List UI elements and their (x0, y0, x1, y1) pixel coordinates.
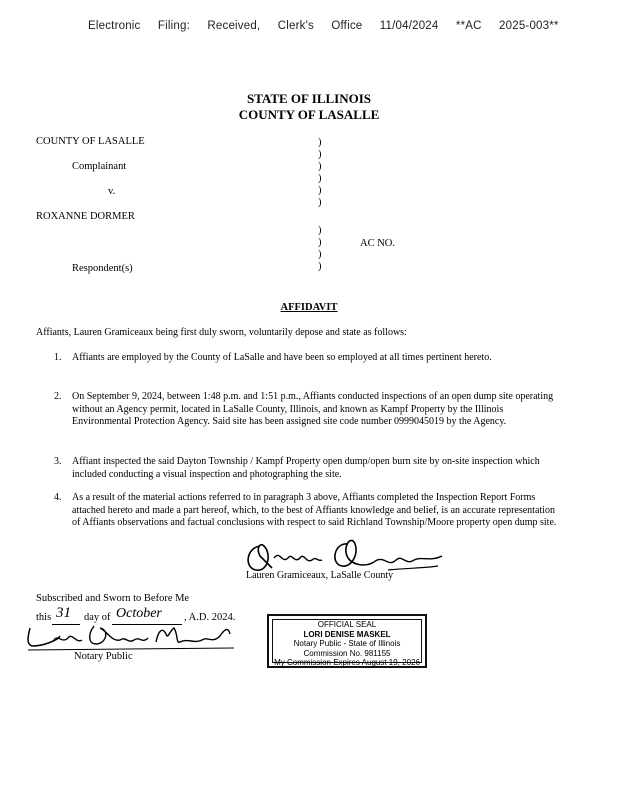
filing-header-part: 11/04/2024 (379, 20, 439, 32)
notary-day-value: 31 (56, 605, 71, 621)
notary-public-label: Notary Public (74, 651, 133, 662)
caption-case-number-label: AC NO. (360, 238, 396, 249)
caption-paren: ) (318, 161, 322, 172)
notary-signature (24, 622, 236, 652)
caption-paren: ) (318, 185, 322, 196)
caption-defendant: ROXANNE DORMER (36, 211, 135, 222)
filing-header-part: Clerk's (277, 20, 314, 32)
caption-paren: ) (318, 237, 322, 248)
caption-paren: ) (318, 249, 322, 260)
caption-paren: ) (318, 149, 322, 160)
affidavit-paragraph: Affiant inspected the said Dayton Township / Kampf Property open dump/open burn site by on-site inspection which included conducting a visual inspection and photographing the site. (72, 456, 540, 480)
paragraph-number: 1. (54, 352, 62, 363)
filing-header-part: Office (331, 20, 363, 32)
affidavit-intro: Affiants, Lauren Gramiceaux being first duly sworn, voluntarily depose and state as follows: (36, 327, 407, 338)
affidavit-paragraph: As a result of the material actions referred to in paragraph 3 above, Affiants completed the Inspection Report Forms attached hereto and made a part hereof, which, to the best of Affiants knowledge and belief, is an accurate representation of Affiants observations and factual conclusions with respect to said Richland Township/Moore property open dump site. (72, 492, 557, 528)
caption-paren: ) (318, 261, 322, 272)
document-title-county: COUNTY OF LASALLE (238, 107, 380, 122)
notary-year: , A.D. 2024. (184, 612, 236, 623)
affidavit-heading: AFFIDAVIT (280, 302, 338, 313)
caption-paren: ) (318, 197, 322, 208)
affiant-name: Lauren Gramiceaux, LaSalle County (246, 570, 394, 581)
filing-header-part: 2025-003** (499, 20, 559, 32)
notary-this: this (36, 612, 52, 623)
affidavit-paragraph: Affiants are employed by the County of LaSalle and have been so employed at all times pertinent hereto. (72, 352, 492, 363)
filing-header-part: Filing: (157, 20, 190, 32)
filing-header-part: Electronic (88, 20, 141, 32)
caption-respondent-label: Respondent(s) (72, 263, 133, 274)
filing-header-part: Received, (207, 20, 261, 32)
caption-versus: v. (108, 186, 116, 197)
seal-line: Notary Public - State of Illinois (293, 639, 401, 648)
seal-line: Commission No. 981155 (303, 648, 391, 658)
seal-line: LORI DENISE MASKEL (303, 629, 391, 639)
notary-seal (267, 614, 427, 668)
seal-line: My Commission Expires August 19, 2026 (274, 658, 420, 667)
subscribed-line: Subscribed and Sworn to Before Me (36, 593, 190, 604)
filing-header (88, 20, 573, 32)
caption-complainant-label: Complainant (72, 161, 127, 172)
caption-paren: ) (318, 225, 322, 236)
affidavit-paragraph: On September 9, 2024, between 1:48 p.m. and 1:51 p.m., Affiants conducted inspections of an open dump site operating without an Agency permit, located in LaSalle County, Illinois, and known as Kampf Property by the Illinois Environmental Protection Agency. Said site has been assigned site code number 0999045019 by the Agency. (72, 391, 554, 427)
notary-month-value: October (116, 606, 162, 621)
caption-paren: ) (318, 137, 322, 148)
notary-day-of: day of (84, 612, 111, 623)
filing-header-part: **AC (455, 20, 482, 32)
caption-paren: ) (318, 173, 322, 184)
paragraph-number: 3. (54, 456, 62, 467)
document-title-state: STATE OF ILLINOIS (246, 91, 372, 106)
paragraph-number: 2. (54, 391, 62, 402)
paragraph-number: 4. (54, 492, 62, 503)
caption-plaintiff: COUNTY OF LASALLE (36, 136, 145, 147)
seal-line: OFFICIAL SEAL (317, 620, 377, 629)
